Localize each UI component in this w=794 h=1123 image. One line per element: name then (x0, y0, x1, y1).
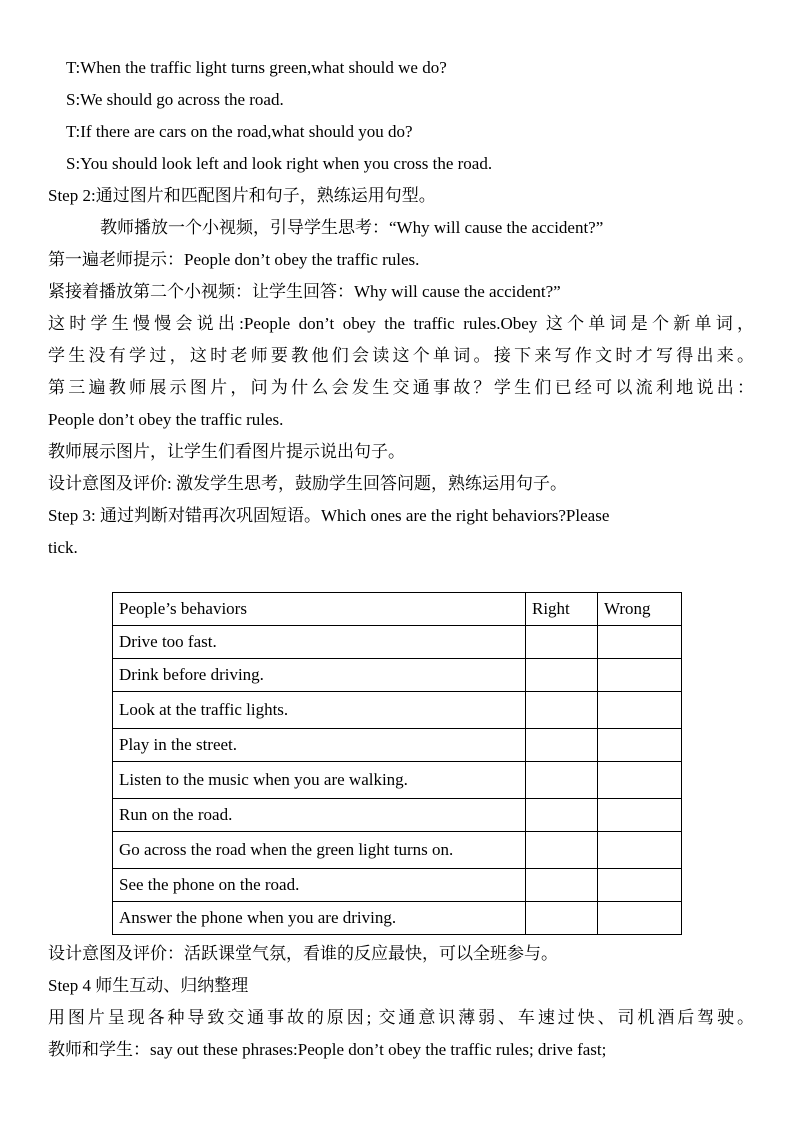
step4-paragraph-1: 用图片呈现各种导致交通事故的原因; 交通意识薄弱、车速过快、司机酒后驾驶。 (48, 1008, 754, 1027)
behaviors-table (112, 592, 682, 935)
step4-paragraph-2: 教师和学生：say out these phrases:People don’t obey the traffic rules; drive fast; (48, 1040, 607, 1059)
wrong-tick-cell[interactable] (598, 832, 682, 869)
behavior-cell: Drive too fast. (113, 626, 526, 659)
right-tick-cell[interactable] (526, 902, 598, 935)
step2-paragraph-5-line-2: People don’t obey the traffic rules. (48, 410, 284, 429)
step2-heading: Step 2:通过图片和匹配图片和句子，熟练运用句型。 (48, 186, 436, 205)
dialogue-line-4: S:You should look left and look right when you cross the road. (66, 154, 493, 173)
header-right: Right (526, 593, 598, 626)
right-tick-cell[interactable] (526, 692, 598, 729)
step2-paragraph-4-line-1: 这时学生慢慢会说出:People don’t obey the traffic rules.Obey 这个单词是个新单词， (48, 314, 754, 333)
table-row (113, 626, 682, 659)
wrong-tick-cell[interactable] (598, 799, 682, 832)
table-row (113, 729, 682, 762)
wrong-tick-cell[interactable] (598, 626, 682, 659)
table-row (113, 869, 682, 902)
behavior-cell: Run on the road. (113, 799, 526, 832)
table-design-note: 设计意图及评价：活跃课堂气氛，看谁的反应最快，可以全班参与。 (48, 944, 558, 963)
header-behaviors: People’s behaviors (113, 593, 526, 626)
wrong-tick-cell[interactable] (598, 692, 682, 729)
step2-paragraph-6: 教师展示图片，让学生们看图片提示说出句子。 (48, 442, 405, 461)
right-tick-cell[interactable] (526, 729, 598, 762)
behavior-cell: Listen to the music when you are walking. (113, 762, 526, 799)
step3-heading-line-1: Step 3: 通过判断对错再次巩固短语。Which ones are the right behaviors?Please (48, 506, 610, 525)
table-row (113, 659, 682, 692)
dialogue-line-3: T:If there are cars on the road,what should you do? (66, 122, 413, 141)
table-row (113, 902, 682, 935)
table-header-row (113, 593, 682, 626)
right-tick-cell[interactable] (526, 659, 598, 692)
behavior-cell: Go across the road when the green light turns on. (113, 832, 526, 869)
step4-heading: Step 4 师生互动、归纳整理 (48, 976, 249, 995)
wrong-tick-cell[interactable] (598, 762, 682, 799)
behavior-cell: Drink before driving. (113, 659, 526, 692)
table-row (113, 692, 682, 729)
behavior-cell: Look at the traffic lights. (113, 692, 526, 729)
step3-heading-line-2: tick. (48, 538, 78, 557)
dialogue-line-1: T:When the traffic light turns green,what should we do? (66, 58, 447, 77)
wrong-tick-cell[interactable] (598, 729, 682, 762)
behavior-cell: See the phone on the road. (113, 869, 526, 902)
step2-design-note: 设计意图及评价: 激发学生思考，鼓励学生回答问题，熟练运用句子。 (48, 474, 567, 493)
step2-paragraph-4-line-2: 学生没有学过，这时老师要教他们会读这个单词。接下来写作文时才写得出来。 (48, 346, 754, 365)
right-tick-cell[interactable] (526, 626, 598, 659)
behavior-cell: Answer the phone when you are driving. (113, 902, 526, 935)
right-tick-cell[interactable] (526, 799, 598, 832)
table-row (113, 832, 682, 869)
step2-paragraph-2: 第一遍老师提示：People don’t obey the traffic rules. (48, 250, 420, 269)
wrong-tick-cell[interactable] (598, 659, 682, 692)
step2-paragraph-5-line-1: 第三遍教师展示图片，问为什么会发生交通事故？学生们已经可以流利地说出： (48, 378, 754, 397)
wrong-tick-cell[interactable] (598, 902, 682, 935)
wrong-tick-cell[interactable] (598, 869, 682, 902)
header-wrong: Wrong (598, 593, 682, 626)
right-tick-cell[interactable] (526, 832, 598, 869)
table-row (113, 762, 682, 799)
dialogue-line-2: S:We should go across the road. (66, 90, 284, 109)
behavior-cell: Play in the street. (113, 729, 526, 762)
step2-paragraph-3: 紧接着播放第二个小视频：让学生回答：Why will cause the accident?” (48, 282, 561, 301)
right-tick-cell[interactable] (526, 762, 598, 799)
right-tick-cell[interactable] (526, 869, 598, 902)
table-row (113, 799, 682, 832)
step2-paragraph-1: 教师播放一个小视频，引导学生思考：“Why will cause the accident?” (100, 218, 604, 237)
